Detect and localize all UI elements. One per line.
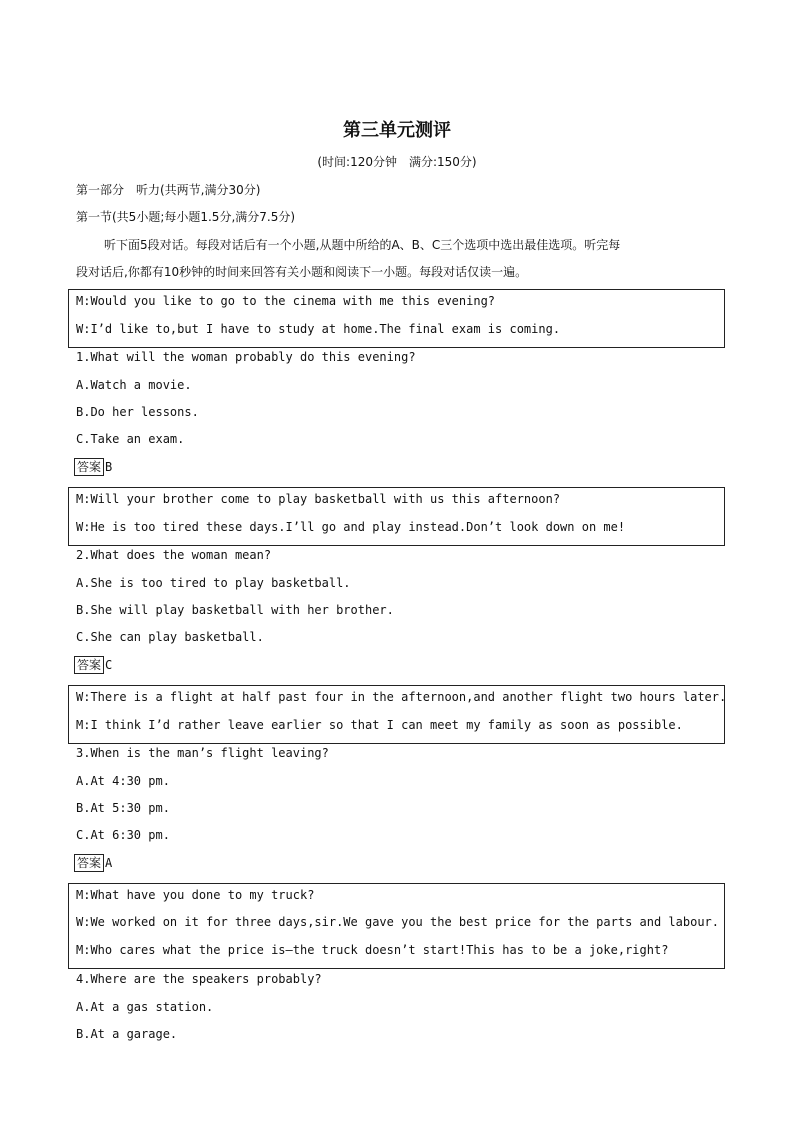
answer-value: C [105,658,113,672]
answer-value: A [105,856,113,870]
option-3b: B.At 5:30 pm. [76,801,170,815]
dialog-box-3 [68,685,725,744]
dialog-line: M:Will your brother come to play basketball with us this afternoon? [76,492,561,506]
dialog-box-4 [68,883,725,969]
option-2b: B.She will play basketball with her brother. [76,603,394,617]
option-3a: A.At 4:30 pm. [76,774,170,788]
dialog-line: M:I think I’d rather leave earlier so that I can meet my family as soon as possible. [76,718,683,732]
option-1a: A.Watch a movie. [76,378,192,392]
dialog-line: W:There is a flight at half past four in the afternoon,and another flight two hours later. [76,690,727,704]
answer-3 [74,854,112,872]
answer-label: 答案 [74,458,104,476]
option-1b: B.Do her lessons. [76,405,199,419]
dialog-line: M:Would you like to go to the cinema with me this evening? [76,294,496,308]
answer-label: 答案 [74,854,104,872]
instructions-line-2: 段对话后,你都有10秒钟的时间来回答有关小题和阅读下一小题。每段对话仅读一遍。 [76,265,528,279]
question-3: 3.When is the man’s flight leaving? [76,746,329,760]
dialog-line: M:What have you done to my truck? [76,888,315,902]
part-heading: 第一部分 听力(共两节,满分30分) [76,183,261,197]
option-4b: B.At a garage. [76,1027,178,1041]
dialog-box-2 [68,487,725,546]
option-4a: A.At a gas station. [76,1000,214,1014]
question-2: 2.What does the woman mean? [76,548,272,562]
answer-label: 答案 [74,656,104,674]
dialog-line: W:He is too tired these days.I’ll go and play instead.Don’t look down on me! [76,520,626,534]
exam-info: (时间:120分钟 满分:150分) [317,155,477,169]
option-2c: C.She can play basketball. [76,630,264,644]
dialog-line: W:I’d like to,but I have to study at home.The final exam is coming. [76,322,561,336]
answer-2 [74,656,112,674]
question-1: 1.What will the woman probably do this evening? [76,350,416,364]
section-heading: 第一节(共5小题;每小题1.5分,满分7.5分) [76,210,296,224]
answer-1 [74,458,112,476]
dialog-line: M:Who cares what the price is—the truck doesn’t start!This has to be a joke,right? [76,943,669,957]
option-1c: C.Take an exam. [76,432,185,446]
dialog-box-1 [68,289,725,348]
option-3c: C.At 6:30 pm. [76,828,170,842]
page-title: 第三单元测评 [343,120,451,141]
instructions-line-1: 听下面5段对话。每段对话后有一个小题,从题中所给的A、B、C三个选项中选出最佳选项。听完每 [104,238,621,252]
option-2a: A.She is too tired to play basketball. [76,576,351,590]
answer-value: B [105,460,113,474]
question-4: 4.Where are the speakers probably? [76,972,322,986]
dialog-line: W:We worked on it for three days,sir.We gave you the best price for the parts and labour. [76,915,719,929]
